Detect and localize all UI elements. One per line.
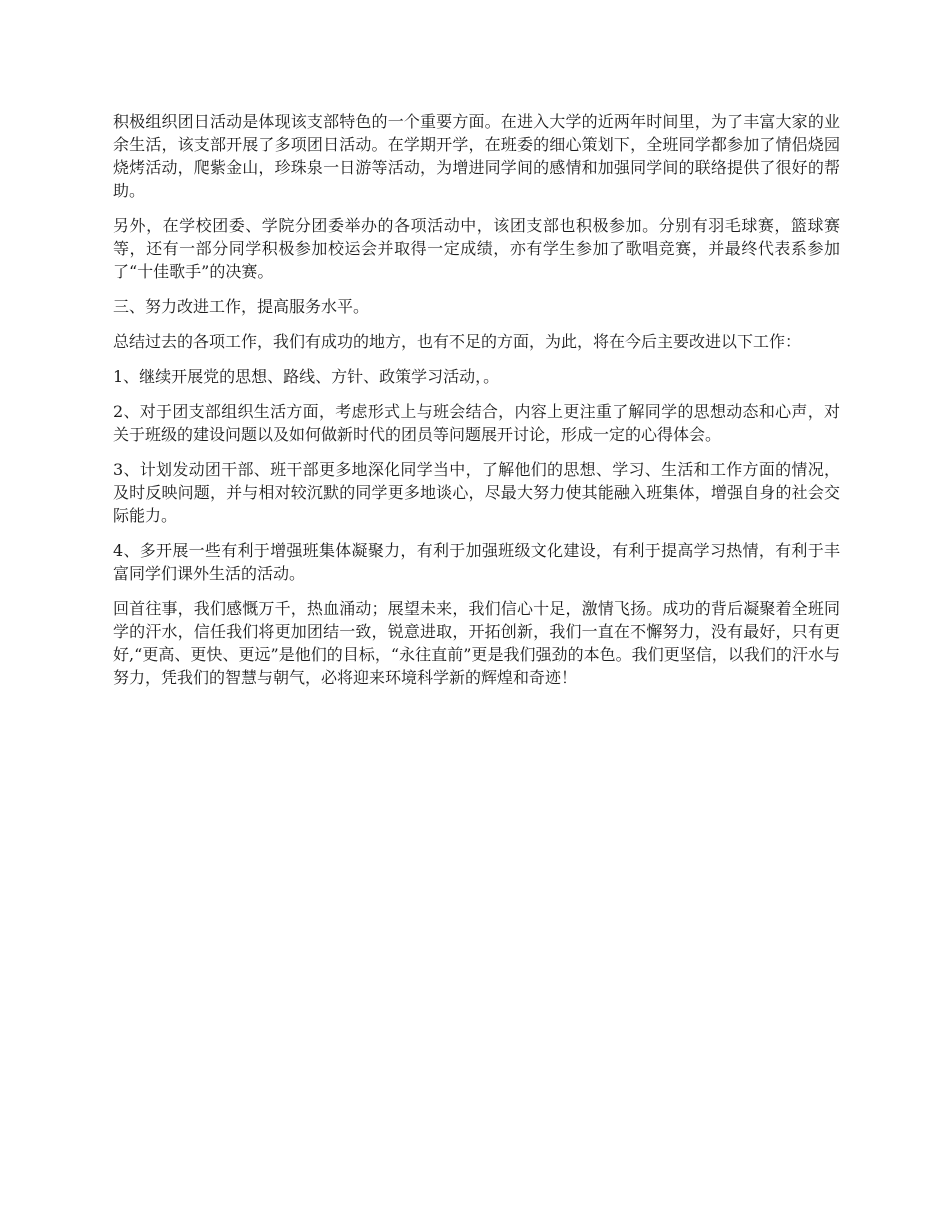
list-item-4: 4、多开展一些有利于增强班集体凝聚力，有利于加强班级文化建设，有利于提高学习热情，有利于丰富同学们课外生活的活动。	[113, 541, 840, 583]
list-item-3: 3、计划发动团干部、班干部更多地深化同学当中，了解他们的思想、学习、生活和工作方面的情况，及时反映问题，并与相对较沉默的同学更多地谈心，尽最大努力使其能融入班集体，增强自身的社会交际能力。	[113, 460, 840, 525]
list-item-1: 1、继续开展党的思想、路线、方针、政策学习活动，。	[113, 367, 500, 386]
list-item-2: 2、对于团支部组织生活方面，考虑形式上与班会结合，内容上更注重了解同学的思想动态和心声，对关于班级的建设问题以及如何做新时代的团员等问题展开讨论，形成一定的心得体会。	[113, 402, 840, 444]
paragraph-group-activities: 积极组织团日活动是体现该支部特色的一个重要方面。在进入大学的近两年时间里，为了丰富大家的业余生活，该支部开展了多项团日活动。在学期开学，在班委的细心策划下，全班同学都参加了情侣烧园烧烤活动，爬紫金山，珍珠泉一日游等活动，为增进同学间的感情和加强同学间的联络提供了很好的帮助。	[113, 112, 840, 200]
paragraph-summary-intro: 总结过去的各项工作，我们有成功的地方，也有不足的方面，为此，将在今后主要改进以下工作：	[113, 332, 802, 351]
paragraph-conclusion: 回首往事，我们感慨万千，热血涌动；展望未来，我们信心十足，激情飞扬。成功的背后凝聚着全班同学的汗水，信任我们将更加团结一致，锐意进取，开拓创新，我们一直在不懈努力，没有最好，只有更好,“更高、更快、更远”是他们的目标，“永往直前”更是我们强劲的本色。我们更坚信，以我们的汗水与努力，凭我们的智慧与朝气，必将迎来环境科学新的辉煌和奇迹！	[113, 599, 840, 687]
section-heading-improve-work: 三、努力改进工作，提高服务水平。	[113, 297, 370, 316]
paragraph-school-activities: 另外，在学校团委、学院分团委举办的各项活动中，该团支部也积极参加。分别有羽毛球赛，篮球赛等，还有一部分同学积极参加校运会并取得一定成绩，亦有学生参加了歌唱竞赛，并最终代表系参加了“十佳歌手”的决赛。	[113, 216, 840, 281]
